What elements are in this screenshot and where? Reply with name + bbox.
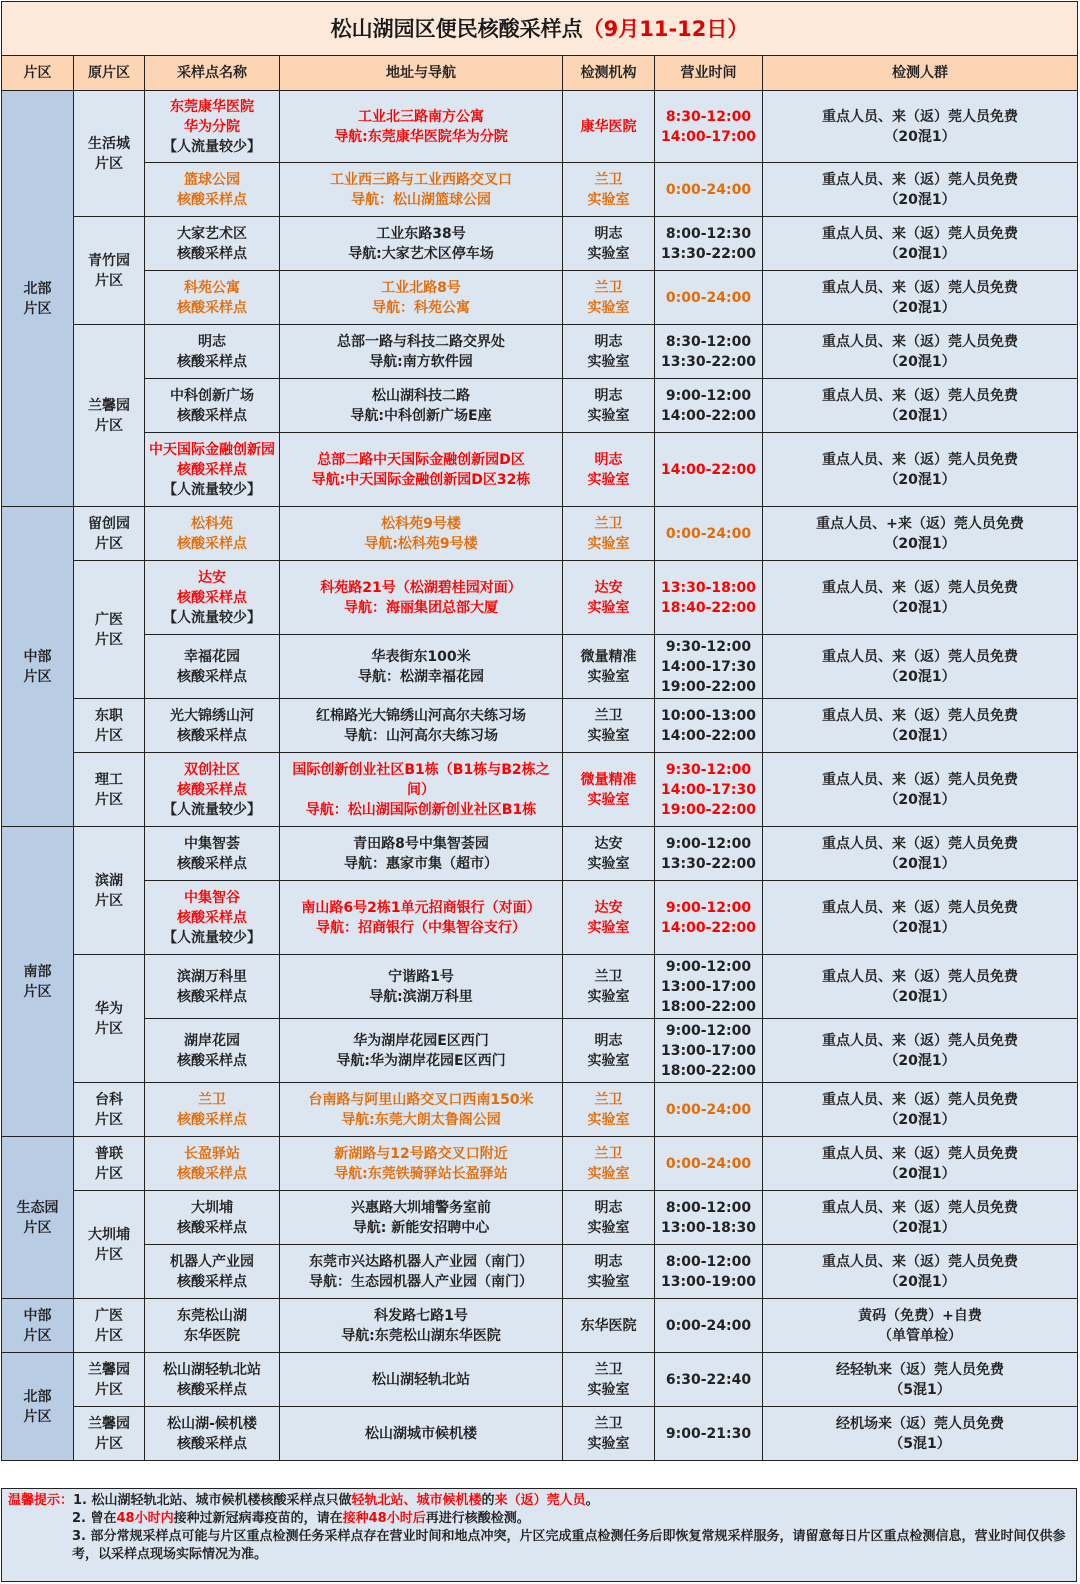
org-cell: 兰卫 实验室 [563, 1083, 655, 1137]
orig-zone-cell: 留创园 片区 [74, 507, 145, 561]
address-cell: 青田路8号中集智荟园 导航：惠家市集（超市） [280, 827, 563, 881]
site-name-cell [145, 1137, 280, 1191]
sampling-table [1, 1, 1078, 1461]
people-cell: 重点人员、来（返）莞人员免费 （20混1） [763, 325, 1078, 379]
people-cell: 重点人员、来（返）莞人员免费 （20混1） [763, 881, 1078, 955]
zone-cell: 北部 片区 [2, 1353, 74, 1461]
people-cell: 重点人员、来（返）莞人员免费 （20混1） [763, 561, 1078, 635]
hours-cell: 9:00-12:00 13:00-17:00 18:00-22:00 [655, 1019, 763, 1083]
table-row [2, 827, 1078, 881]
page-title [2, 2, 1078, 56]
org-cell: 明志 实验室 [563, 325, 655, 379]
address-cell: 工业北路8号 导航：科苑公寓 [280, 271, 563, 325]
header-org: 检测机构 [563, 56, 655, 91]
hours-cell: 9:00-12:00 14:00-22:00 [655, 379, 763, 433]
people-cell: 重点人员、来（返）莞人员免费 （20混1） [763, 827, 1078, 881]
orig-zone-cell: 兰馨园 片区 [74, 1407, 145, 1461]
people-cell: 重点人员、来（返）莞人员免费 （20混1） [763, 1137, 1078, 1191]
site-name-cell [145, 1019, 280, 1083]
site-name: 松山湖-候机楼 核酸采样点 [167, 1415, 257, 1452]
tip-2a: 2. 曾在 [72, 1511, 117, 1526]
people-cell: 经机场来（返）莞人员免费 （5混1） [763, 1407, 1078, 1461]
org-cell: 康华医院 [563, 91, 655, 163]
site-name-cell [145, 163, 280, 217]
table-row [2, 217, 1078, 271]
table-row [2, 1353, 1078, 1407]
hours-cell: 9:00-21:30 [655, 1407, 763, 1461]
site-name: 东莞松山湖 东华医院 [177, 1307, 247, 1344]
tip-1a: 1. 松山湖轻轨北站、城市候机楼核酸采样点只做 [73, 1493, 352, 1508]
org-cell: 兰卫 实验室 [563, 1137, 655, 1191]
table-row [2, 507, 1078, 561]
table-row [2, 561, 1078, 635]
org-cell: 明志 实验室 [563, 1245, 655, 1299]
people-cell: 重点人员、来（返）莞人员免费 （20混1） [763, 1245, 1078, 1299]
org-cell: 兰卫 实验室 [563, 1353, 655, 1407]
site-name: 东莞康华医院 华为分院 [170, 98, 254, 135]
table-row [2, 881, 1078, 955]
site-name-cell [145, 1191, 280, 1245]
zone-cell: 南部 片区 [2, 827, 74, 1137]
header-zone: 片区 [2, 56, 74, 91]
site-name: 兰卫 核酸采样点 [177, 1091, 247, 1128]
hours-cell: 13:30-18:00 18:40-22:00 [655, 561, 763, 635]
people-cell: 重点人员、来（返）莞人员免费 （20混1） [763, 433, 1078, 507]
hours-cell: 8:30-12:00 13:30-22:00 [655, 325, 763, 379]
site-name: 明志 核酸采样点 [177, 333, 247, 370]
people-cell: 重点人员、+来（返）莞人员免费 （20混1） [763, 507, 1078, 561]
address-cell: 松山湖科技二路 导航:中科创新广场E座 [280, 379, 563, 433]
org-cell: 明志 实验室 [563, 433, 655, 507]
site-name: 中科创新广场 核酸采样点 [170, 387, 254, 424]
org-cell: 兰卫 实验室 [563, 955, 655, 1019]
table-row [2, 91, 1078, 163]
site-name-cell [145, 507, 280, 561]
table-row [2, 433, 1078, 507]
site-name-cell [145, 1407, 280, 1461]
site-name-cell [145, 635, 280, 699]
header-people: 检测人群 [763, 56, 1078, 91]
hours-cell: 10:00-13:00 14:00-22:00 [655, 699, 763, 753]
people-cell: 重点人员、来（返）莞人员免费 （20混1） [763, 1019, 1078, 1083]
hours-cell: 0:00-24:00 [655, 507, 763, 561]
orig-zone-cell: 台科 片区 [74, 1083, 145, 1137]
zone-cell: 北部 片区 [2, 91, 74, 507]
site-name-cell [145, 91, 280, 163]
orig-zone-cell: 滨湖 片区 [74, 827, 145, 955]
hours-cell: 0:00-24:00 [655, 163, 763, 217]
site-name-cell [145, 379, 280, 433]
site-name: 松山湖轻轨北站 核酸采样点 [163, 1361, 261, 1398]
table-row [2, 1191, 1078, 1245]
tip-2e: 再进行核酸检测。 [425, 1511, 530, 1526]
zone-cell: 中部 片区 [2, 507, 74, 827]
tip-2d: 接种48小时后 [342, 1511, 426, 1526]
table-row [2, 379, 1078, 433]
orig-zone-cell: 广医 片区 [74, 1299, 145, 1353]
people-cell: 重点人员、来（返）莞人员免费 （20混1） [763, 1191, 1078, 1245]
address-cell: 松山湖轻轨北站 [280, 1353, 563, 1407]
site-name: 湖岸花园 核酸采样点 [177, 1032, 247, 1069]
hours-cell: 14:00-22:00 [655, 433, 763, 507]
address-cell: 红棉路光大锦绣山河高尔夫练习场 导航：山河高尔夫练习场 [280, 699, 563, 753]
table-row [2, 1299, 1078, 1353]
address-cell: 华为湖岸花园E区西门 导航:华为湖岸花园E区西门 [280, 1019, 563, 1083]
hours-cell: 6:30-22:40 [655, 1353, 763, 1407]
table-row [2, 1245, 1078, 1299]
people-cell: 重点人员、来（返）莞人员免费 （20混1） [763, 163, 1078, 217]
address-cell: 国际创新创业社区B1栋（B1栋与B2栋之间） 导航：松山湖国际创新创业社区B1栋 [280, 753, 563, 827]
table-row [2, 163, 1078, 217]
site-name-cell [145, 561, 280, 635]
crowd-note: 【人流量较少】 [163, 929, 261, 946]
site-name-cell [145, 955, 280, 1019]
address-cell: 台南路与阿里山路交叉口西南150米 导航:东莞大朗太鲁阁公园 [280, 1083, 563, 1137]
title-date: （9月11-12日） [582, 16, 749, 41]
zone-cell: 生态园 片区 [2, 1137, 74, 1299]
orig-zone-cell: 生活城 片区 [74, 91, 145, 217]
people-cell: 重点人员、来（返）莞人员免费 （20混1） [763, 635, 1078, 699]
people-cell: 重点人员、来（返）莞人员免费 （20混1） [763, 1083, 1078, 1137]
address-cell: 工业东路38号 导航:大家艺术区停车场 [280, 217, 563, 271]
orig-zone-cell: 广医 片区 [74, 561, 145, 699]
table-row [2, 753, 1078, 827]
site-name-cell [145, 699, 280, 753]
org-cell: 微量精准 实验室 [563, 753, 655, 827]
hours-cell: 8:00-12:00 13:00-18:30 [655, 1191, 763, 1245]
tip-3: 3. 部分常规采样点可能与片区重点检测任务采样点存在营业时间和地点冲突，片区完成重点检测任务后即恢复常规采样服务，请留意每日片区重点检测信息，营业时间仅供参考，以采样点现场实际情况为准。 [72, 1529, 1066, 1562]
address-cell: 科苑路21号（松湖碧桂园对面） 导航：海丽集团总部大厦 [280, 561, 563, 635]
address-cell: 新湖路与12号路交叉口附近 导航:东莞铁骑驿站长盈驿站 [280, 1137, 563, 1191]
org-cell: 明志 实验室 [563, 1019, 655, 1083]
site-name: 光大锦绣山河 核酸采样点 [170, 707, 254, 744]
header-hours: 营业时间 [655, 56, 763, 91]
tip-1e: 。 [585, 1493, 599, 1508]
tip-1c: 的 [481, 1493, 495, 1508]
site-name: 篮球公园 核酸采样点 [177, 171, 247, 208]
table-row [2, 1137, 1078, 1191]
tip-2b: 48小时内 [116, 1511, 174, 1526]
org-cell: 兰卫 实验室 [563, 507, 655, 561]
site-name-cell [145, 1299, 280, 1353]
hours-cell: 8:00-12:00 13:00-19:00 [655, 1245, 763, 1299]
site-name-cell [145, 271, 280, 325]
site-name-cell [145, 827, 280, 881]
hours-cell: 8:30-12:00 14:00-17:00 [655, 91, 763, 163]
header-site-name: 采样点名称 [145, 56, 280, 91]
site-name: 科苑公寓 核酸采样点 [177, 279, 247, 316]
table-row [2, 271, 1078, 325]
table-row [2, 635, 1078, 699]
orig-zone-cell: 普联 片区 [74, 1137, 145, 1191]
tips-box [1, 1488, 1077, 1582]
people-cell: 重点人员、来（返）莞人员免费 （20混1） [763, 379, 1078, 433]
hours-cell: 9:00-12:00 14:00-22:00 [655, 881, 763, 955]
site-name-cell [145, 881, 280, 955]
hours-cell: 9:30-12:00 14:00-17:30 19:00-22:00 [655, 753, 763, 827]
tip-2c: 接种过新冠病毒疫苗的，请在 [173, 1511, 343, 1526]
people-cell: 重点人员、来（返）莞人员免费 （20混1） [763, 699, 1078, 753]
header-orig-zone: 原片区 [74, 56, 145, 91]
org-cell: 达安 实验室 [563, 561, 655, 635]
hours-cell: 9:00-12:00 13:00-17:00 18:00-22:00 [655, 955, 763, 1019]
address-cell: 工业西三路与工业西路交叉口 导航：松山湖篮球公园 [280, 163, 563, 217]
org-cell: 明志 实验室 [563, 1191, 655, 1245]
site-name-cell [145, 1353, 280, 1407]
table-row [2, 1407, 1078, 1461]
people-cell: 重点人员、来（返）莞人员免费 （20混1） [763, 91, 1078, 163]
hours-cell: 0:00-24:00 [655, 1083, 763, 1137]
orig-zone-cell: 兰馨园 片区 [74, 1353, 145, 1407]
crowd-note: 【人流量较少】 [163, 481, 261, 498]
site-name: 大圳埔 核酸采样点 [177, 1199, 247, 1236]
site-name: 中集智谷 核酸采样点 [177, 889, 247, 926]
address-cell: 科发路七路1号 导航:东莞松山湖东华医院 [280, 1299, 563, 1353]
hours-cell: 9:30-12:00 14:00-17:30 19:00-22:00 [655, 635, 763, 699]
title-main: 松山湖园区便民核酸采样点 [330, 16, 583, 41]
site-name-cell [145, 325, 280, 379]
site-name: 松科苑 核酸采样点 [177, 515, 247, 552]
address-cell: 宁谐路1号 导航:滨湖万科里 [280, 955, 563, 1019]
org-cell: 东华医院 [563, 1299, 655, 1353]
table-row [2, 1083, 1078, 1137]
hours-cell: 0:00-24:00 [655, 1137, 763, 1191]
site-name-cell [145, 433, 280, 507]
org-cell: 明志 实验室 [563, 379, 655, 433]
site-name-cell [145, 753, 280, 827]
crowd-note: 【人流量较少】 [163, 138, 261, 155]
site-name-cell [145, 217, 280, 271]
site-name: 长盈驿站 核酸采样点 [177, 1145, 247, 1182]
site-name: 双创社区 核酸采样点 [177, 761, 247, 798]
org-cell: 达安 实验室 [563, 827, 655, 881]
crowd-note: 【人流量较少】 [163, 801, 261, 818]
people-cell: 重点人员、来（返）莞人员免费 （20混1） [763, 753, 1078, 827]
site-name: 幸福花园 核酸采样点 [177, 648, 247, 685]
org-cell: 兰卫 实验室 [563, 1407, 655, 1461]
address-cell: 松科苑9号楼 导航:松科苑9号楼 [280, 507, 563, 561]
people-cell: 重点人员、来（返）莞人员免费 （20混1） [763, 955, 1078, 1019]
org-cell: 兰卫 实验室 [563, 699, 655, 753]
site-name: 达安 核酸采样点 [177, 569, 247, 606]
zone-cell: 中部 片区 [2, 1299, 74, 1353]
table-row [2, 325, 1078, 379]
table-row [2, 699, 1078, 753]
org-cell: 兰卫 实验室 [563, 163, 655, 217]
address-cell: 松山湖城市候机楼 [280, 1407, 563, 1461]
hours-cell: 9:00-12:00 13:30-22:00 [655, 827, 763, 881]
people-cell: 重点人员、来（返）莞人员免费 （20混1） [763, 217, 1078, 271]
site-name-cell [145, 1245, 280, 1299]
address-cell: 工业北三路南方公寓 导航:东莞康华医院华为分院 [280, 91, 563, 163]
org-cell: 明志 实验室 [563, 217, 655, 271]
orig-zone-cell: 理工 片区 [74, 753, 145, 827]
tips-label: 温馨提示： [8, 1493, 74, 1508]
people-cell: 经轻轨来（返）莞人员免费 （5混1） [763, 1353, 1078, 1407]
address-cell: 南山路6号2栋1单元招商银行（对面） 导航：招商银行（中集智谷支行） [280, 881, 563, 955]
address-cell: 东莞市兴达路机器人产业园（南门） 导航：生态园机器人产业园（南门） [280, 1245, 563, 1299]
address-cell: 总部二路中天国际金融创新园D区 导航:中天国际金融创新园D区32栋 [280, 433, 563, 507]
tip-1b: 轻轨北站、城市候机楼 [351, 1493, 482, 1508]
hours-cell: 0:00-24:00 [655, 271, 763, 325]
people-cell: 重点人员、来（返）莞人员免费 （20混1） [763, 271, 1078, 325]
address-cell: 兴惠路大圳埔警务室前 导航: 新能安招聘中心 [280, 1191, 563, 1245]
orig-zone-cell: 兰馨园 片区 [74, 325, 145, 507]
tip-1d: 来（返）莞人员 [494, 1493, 586, 1508]
org-cell: 达安 实验室 [563, 881, 655, 955]
site-name: 中天国际金融创新园 核酸采样点 [149, 441, 275, 478]
org-cell: 微量精准 实验室 [563, 635, 655, 699]
hours-cell: 0:00-24:00 [655, 1299, 763, 1353]
table-row [2, 1019, 1078, 1083]
site-name: 大家艺术区 核酸采样点 [177, 225, 247, 262]
crowd-note: 【人流量较少】 [163, 609, 261, 626]
orig-zone-cell: 大圳埔 片区 [74, 1191, 145, 1299]
table-row [2, 955, 1078, 1019]
orig-zone-cell: 东职 片区 [74, 699, 145, 753]
site-name-cell [145, 1083, 280, 1137]
site-name: 滨湖万科里 核酸采样点 [177, 968, 247, 1005]
site-name: 机器人产业园 核酸采样点 [170, 1253, 254, 1290]
address-cell: 总部一路与科技二路交界处 导航:南方软件园 [280, 325, 563, 379]
people-cell: 黄码（免费）+自费 （单管单检） [763, 1299, 1078, 1353]
org-cell: 兰卫 实验室 [563, 271, 655, 325]
hours-cell: 8:00-12:30 13:30-22:00 [655, 217, 763, 271]
site-name: 中集智荟 核酸采样点 [177, 835, 247, 872]
orig-zone-cell: 青竹园 片区 [74, 217, 145, 325]
address-cell: 华表街东100米 导航：松湖幸福花园 [280, 635, 563, 699]
orig-zone-cell: 华为 片区 [74, 955, 145, 1083]
header-address: 地址与导航 [280, 56, 563, 91]
